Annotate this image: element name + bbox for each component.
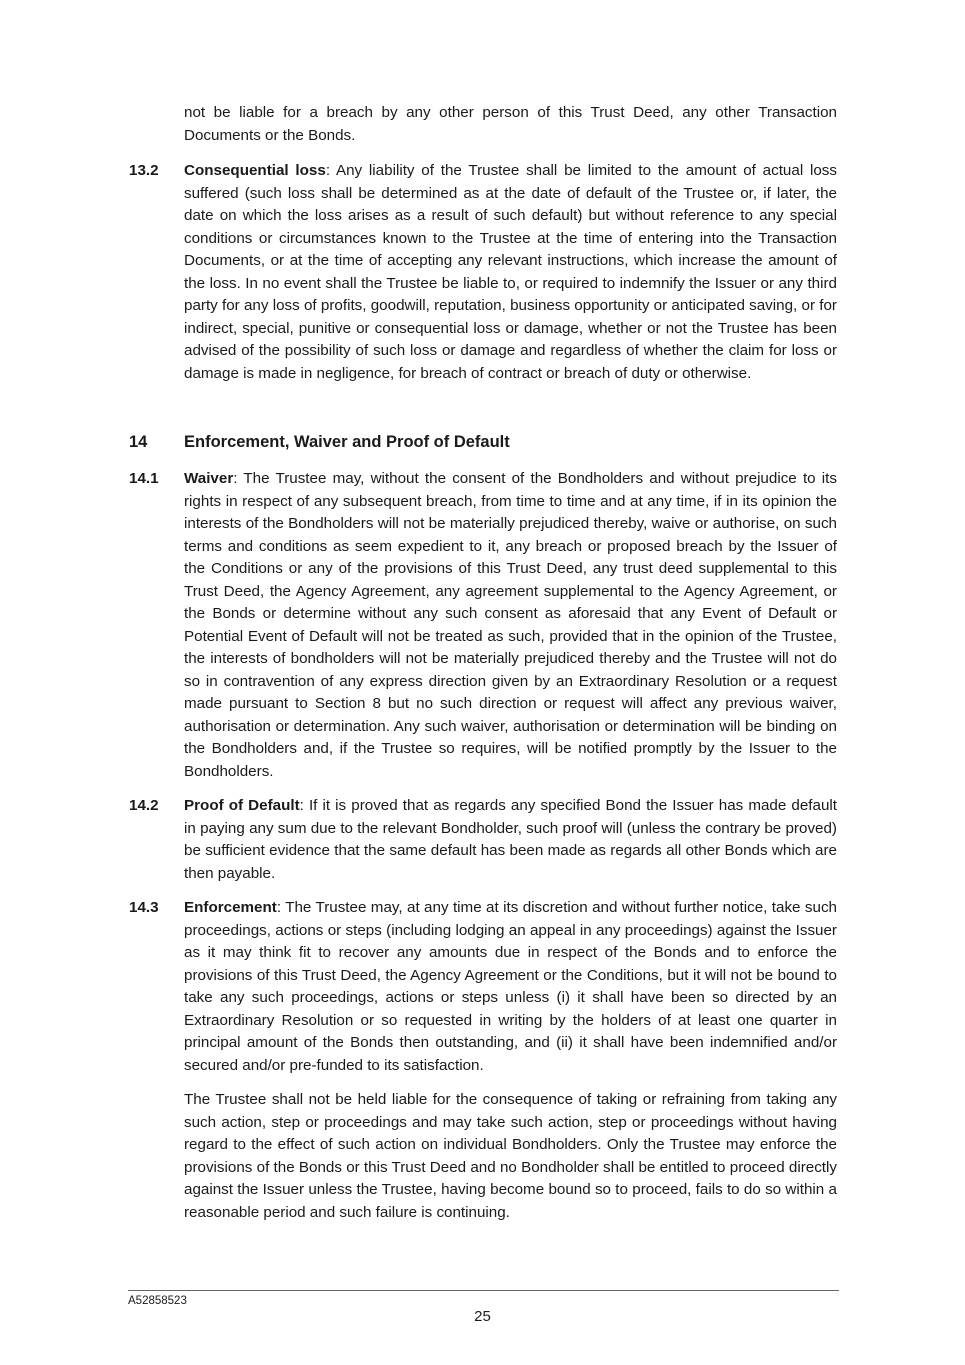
document-reference: A52858523 xyxy=(128,1295,187,1307)
clause-14-3-lead: Enforcement xyxy=(184,899,277,916)
clause-14-3-paragraph-2: The Trustee shall not be held liable for the consequence of taking or refraining from taking any such action, step or proceedings and may take such action, step or proceedings without having regard to the effect of such action on individual Bondholders. Only the Trustee may enforce the provisions of the Bonds or this Trust Deed and no Bondholder shall be entitled to proceed directly against the Issuer unless the Trustee, having become bound so to proceed, fails to do so within a reasonable period and such failure is continuing. xyxy=(184,1091,837,1221)
clause-13-2-lead: Consequential loss xyxy=(184,162,326,179)
section-14-number: 14 xyxy=(129,433,148,451)
clause-13-2-text: : Any liability of the Trustee shall be limited to the amount of actual loss suffered (such loss shall be determined as at the date of default of the Trustee or, if later, the date on which the loss arises as a result of such default) but without reference to any special conditions or circumstances known to the Trustee at the time of entering into the Transaction Documents, or at the time of accepting any relevant instructions, which increase the amount of the loss. In no event shall the Trustee be liable to, or required to indemnify the Issuer or any third party for any loss of profits, goodwill, reputation, business opportunity or anticipated saving, or for indirect, special, punitive or consequential loss or damage, whether or not the Trustee has been advised of the possibility of such loss or damage and regardless of whether the claim for loss or damage is made in negligence, for breach of contract or breach of duty or otherwise. xyxy=(184,162,837,382)
clause-14-2-lead: Proof of Default xyxy=(184,797,300,814)
clause-14-1-lead: Waiver xyxy=(184,470,234,487)
clause-14-1-paragraph xyxy=(184,468,837,783)
clause-14-1-text: : The Trustee may, without the consent of the Bondholders and without prejudice to its rights in respect of any subsequent breach, from time to time and at any time, if in its opinion the interests of the Bondholders will not be materially prejudiced thereby, waive or authorise, on such terms and conditions as seem expedient to it, any breach or proposed breach by the Issuer of the Conditions or any of the provisions of this Trust Deed, any trust deed supplemental to this Trust Deed, the Agency Agreement, any agreement supplemental to the Agency Agreement, or the Bonds or determine without any such consent as aforesaid that any Event of Default or Potential Event of Default will not be treated as such, provided that in the opinion of the Trustee, the interests of bondholders will not be materially prejudiced thereby and the Trustee will not do so in contravention of any express direction given by an Extraordinary Resolution or a request made pursuant to Section 8 but no such direction or request will affect any previous waiver, authorisation or determination. Any such waiver, authorisation or determination will be binding on the Bondholders and, if the Trustee so requires, will be notified promptly by the Issuer to the Bondholders. xyxy=(184,470,837,780)
clause-14-2-text: : If it is proved that as regards any specified Bond the Issuer has made default in paying any sum due to the relevant Bondholder, such proof will (unless the contrary be proved) be sufficient evidence that the same default has been made as regards all other Bonds which are then payable. xyxy=(184,797,838,882)
continuation-paragraph: not be liable for a breach by any other person of this Trust Deed, any other Transaction Documents or the Bonds. xyxy=(184,104,837,144)
clause-14-2-paragraph xyxy=(184,795,837,885)
clause-14-3-number: 14.3 xyxy=(129,899,159,916)
page-number: 25 xyxy=(474,1308,491,1325)
clause-13-2-paragraph xyxy=(184,160,837,385)
clause-14-2-number: 14.2 xyxy=(129,797,159,814)
section-14-title: Enforcement, Waiver and Proof of Default xyxy=(184,433,510,451)
clause-14-3-paragraph xyxy=(184,897,837,1077)
clause-14-1-number: 14.1 xyxy=(129,470,159,487)
clause-13-2-number: 13.2 xyxy=(129,162,159,179)
clause-14-3-text: : The Trustee may, at any time at its discretion and without further notice, take such proceedings, actions or steps (including lodging an appeal in any proceedings) against the Issuer as it may think fit to recover any amounts due in respect of the Bonds and to enforce the provisions of this Trust Deed, the Agency Agreement or the Conditions, but it will not be bound to take any such proceedings, actions or steps unless (i) it shall have been so directed by an Extraordinary Resolution or so requested in writing by the holders of at least one quarter in principal amount of the Bonds then outstanding, and (ii) it shall have been indemnified and/or secured and/or pre-funded to its satisfaction. xyxy=(184,899,837,1074)
footer-divider xyxy=(128,1290,839,1291)
